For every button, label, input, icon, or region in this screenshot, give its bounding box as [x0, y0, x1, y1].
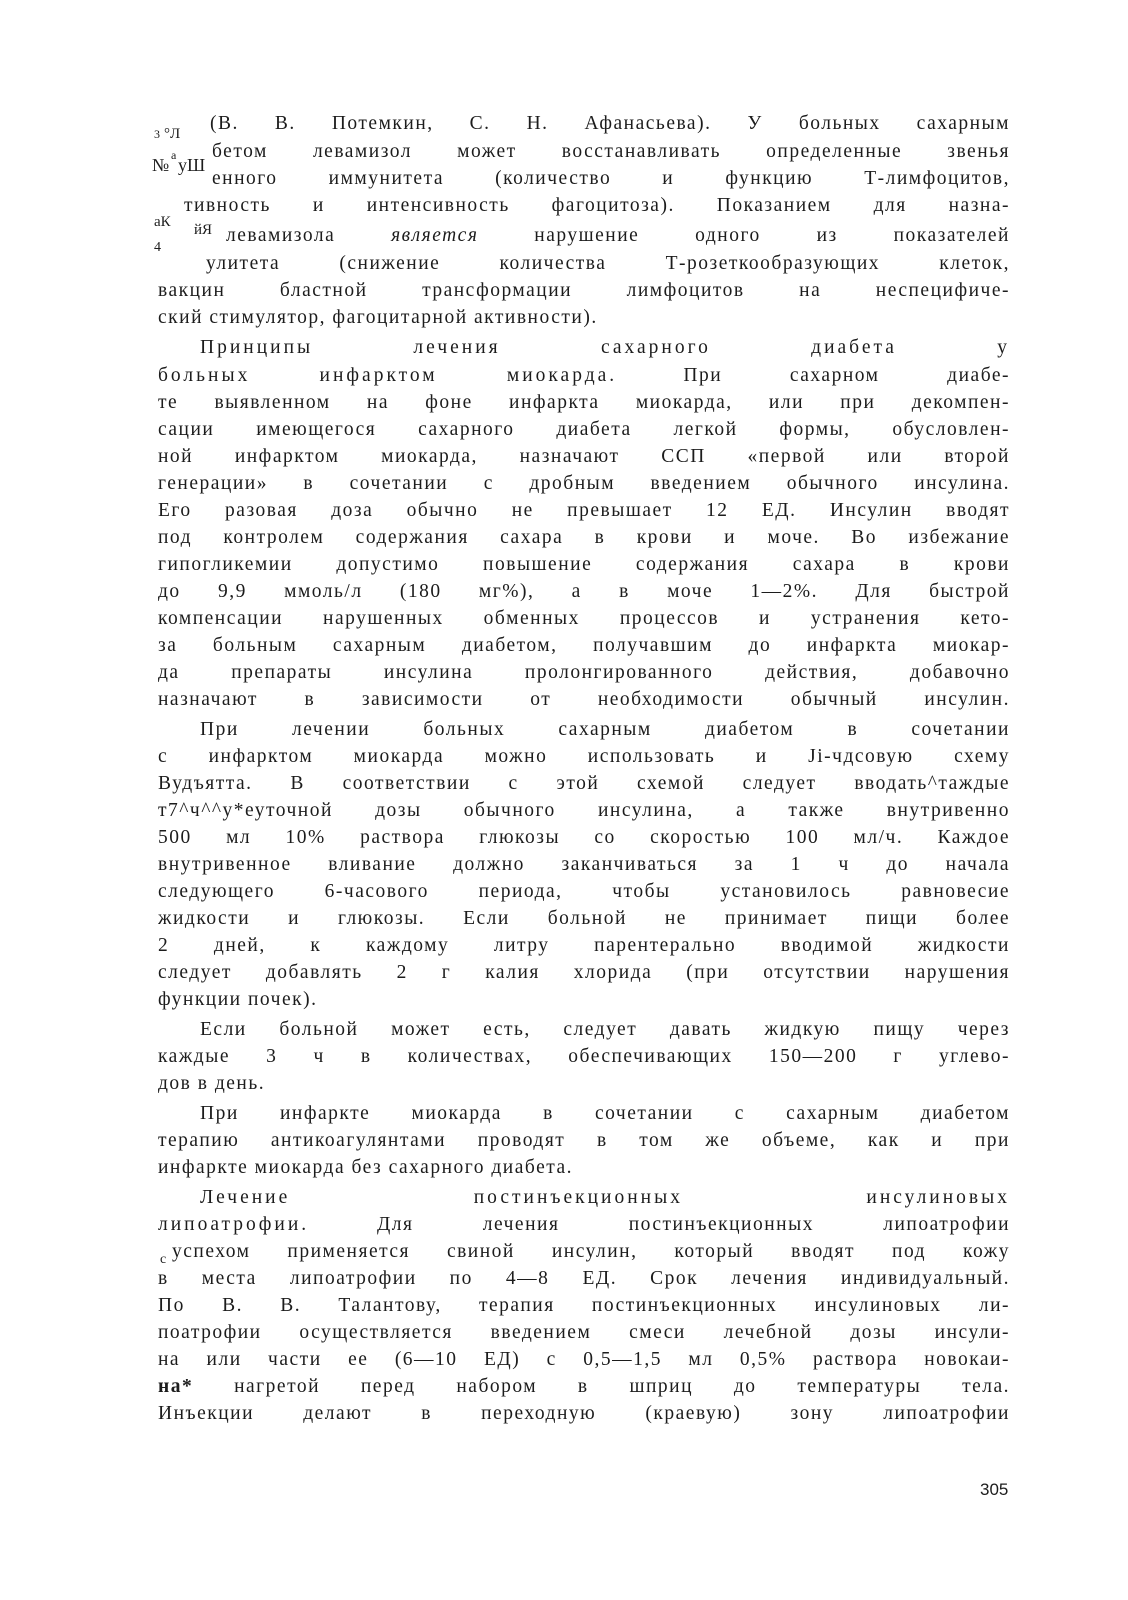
- text-line: По В. В. Талантову, терапия постинъекционных инсулиновых ли-: [158, 1295, 1010, 1316]
- bold-text: на*: [158, 1376, 194, 1397]
- text-line: гипогликемии допустимо повышение содержания сахара в крови: [158, 554, 1010, 575]
- text-line: инфаркте миокарда без сахарного диабета.: [158, 1157, 574, 1178]
- text-line: следующего 6-часового периода, чтобы установилось равновесие: [158, 881, 1010, 902]
- text-line: Его разовая доза обычно не превышает 12 ЕД. Инсулин вводят: [158, 500, 1010, 521]
- text-run: Для лечения постинъекционных липоатрофии: [376, 1214, 1010, 1235]
- text-line: на или части ее (6—10 ЕД) с 0,5—1,5 мл 0,5% раствора новокаи-: [158, 1349, 1010, 1370]
- margin-fragment: аК: [154, 214, 171, 230]
- text-line: генерации» в сочетании с дробным введением обычного инсулина.: [158, 473, 1010, 494]
- text-line-mixed: [158, 1373, 1010, 1400]
- text-line: поатрофии осуществляется введением смеси лечебной дозы инсули-: [158, 1322, 1010, 1343]
- text-line: сации имеющегося сахарного диабета легкой формы, обусловлен-: [158, 419, 1010, 440]
- text-line: Если больной может есть, следует давать жидкую пищу через: [200, 1019, 1010, 1040]
- text-line-mixed: [226, 222, 1010, 249]
- text-line: Инъекции делают в переходную (краевую) зону липоатрофии: [158, 1403, 1010, 1424]
- text-line: следует добавлять 2 г калия хлорида (при отсутствии нарушения: [158, 962, 1010, 983]
- text-line: тивность и интенсивность фагоцитоза). Показанием для назна-: [184, 195, 1010, 216]
- margin-fragment: уШ: [178, 155, 206, 175]
- text-line-mixed: [158, 362, 1010, 389]
- text-line: дов в день.: [158, 1073, 266, 1094]
- margin-fragment: 3: [154, 127, 160, 141]
- italic-text: является: [391, 225, 479, 246]
- text-line: да препараты инсулина пролонгированного действия, добавочно: [158, 662, 1010, 683]
- margin-fragment: йЯ: [194, 222, 213, 238]
- text-line: ной инфарктом миокарда, назначают ССП «первой или второй: [158, 446, 1010, 467]
- margin-fragment: №: [152, 155, 170, 175]
- text-line: 500 мл 10% раствора глюкозы со скоростью 100 мл/ч. Каждое: [158, 827, 1010, 848]
- text-line: бетом левамизол может восстанавливать определенные звенья: [212, 141, 1010, 162]
- text-line: вакцин бластной трансформации лимфоцитов на неспецифиче-: [158, 280, 1010, 301]
- text-run: При сахарном диабе-: [683, 365, 1010, 386]
- text-line: компенсации нарушенных обменных процессов и устранения кето-: [158, 608, 1010, 629]
- text-line: Вудъятта. В соответствии с этой схемой следует вводать^таждые: [158, 773, 1010, 794]
- text-run: нагретой перед набором в шприц до температуры тела.: [234, 1376, 1010, 1397]
- text-line: каждые 3 ч в количествах, обеспечивающих 150—200 г углево-: [158, 1046, 1010, 1067]
- text-line: терапию антикоагулянтами проводят в том же объеме, как и при: [158, 1130, 1010, 1151]
- text-line: При инфаркте миокарда в сочетании с сахарным диабетом: [200, 1103, 1010, 1124]
- text-line: успехом применяется свиной инсулин, который вводят под кожу: [172, 1241, 1010, 1262]
- text-line: жидкости и глюкозы. Если больной не принимает пищи более: [158, 908, 1010, 929]
- section-heading: Принципы лечения сахарного диабета у: [200, 337, 1010, 358]
- text-line: т7^ч^^у*еуточной дозы обычного инсулина, а также внутривенно: [158, 800, 1010, 821]
- section-heading: Лечение постинъекционных инсулиновых: [200, 1187, 1010, 1208]
- text-line: до 9,9 ммоль/л (180 мг%), а в моче 1—2%. Для быстрой: [158, 581, 1010, 602]
- text-line: за больным сахарным диабетом, получавшим до инфаркта миокар-: [158, 635, 1010, 656]
- text-line: При лечении больных сахарным диабетом в сочетании: [200, 719, 1010, 740]
- text-line: (В. В. Потемкин, С. Н. Афанасьева). У больных сахарным: [210, 113, 1010, 134]
- text-line: под контролем содержания сахара в крови и моче. Во избежание: [158, 527, 1010, 548]
- text-run: левамизола: [226, 225, 336, 246]
- text-line: внутривенное вливание должно заканчиваться за 1 ч до начала: [158, 854, 1010, 875]
- text-line: назначают в зависимости от необходимости обычный инсулин.: [158, 689, 1010, 710]
- text-line: 2 дней, к каждому литру парентерально вводимой жидкости: [158, 935, 1010, 956]
- margin-fragment: с: [160, 1252, 167, 1267]
- text-line: функции почек).: [158, 989, 318, 1010]
- text-line: в места липоатрофии по 4—8 ЕД. Срок лечения индивидуальный.: [158, 1268, 1010, 1289]
- margin-fragment: 4: [154, 240, 161, 255]
- margin-fragment: а: [171, 148, 177, 162]
- section-heading-cont: липоатрофии.: [158, 1214, 310, 1235]
- section-heading-cont: больных инфарктом миокарда.: [158, 365, 618, 386]
- text-line: ский стимулятор, фагоцитарной активности).: [158, 307, 598, 328]
- text-line: с инфарктом миокарда можно использовать и Ji-чдсовую схему: [158, 746, 1010, 767]
- text-line: енного иммунитета (количество и функцию Т-лимфоцитов,: [212, 168, 1010, 189]
- margin-fragment: °Л: [164, 126, 181, 142]
- text-line: улитета (снижение количества Т-розеткообразующих клеток,: [206, 253, 1010, 274]
- text-run: нарушение одного из показателей: [534, 225, 1010, 246]
- text-line: те выявленном на фоне инфаркта миокарда, или при декомпен-: [158, 392, 1010, 413]
- page-number: 305: [980, 1480, 1009, 1499]
- text-line-mixed: [158, 1211, 1010, 1238]
